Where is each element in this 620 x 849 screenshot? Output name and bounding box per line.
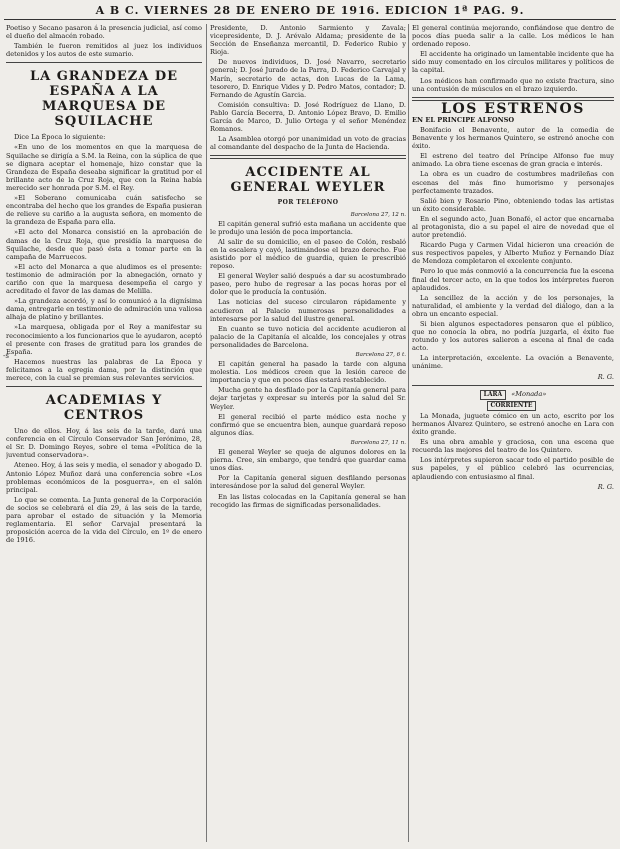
paragraph: El estreno del teatro del Príncipe Alfonso fue muy animado. La obra tiene escenas de gran gracia e interés. (412, 152, 614, 169)
column-divider-1 (206, 24, 207, 842)
paragraph: El general recibió el parte médico esta noche y confirmó que se encuentra bien, aunque guardará reposo algunos días. (210, 412, 406, 437)
paragraph: El general Weyler salió después a dar su acostumbrado paseo, pero hubo de regresar a las pocas horas por el dolor que le producía la contusión. (210, 272, 406, 297)
signature: R. G. (597, 372, 614, 381)
paragraph: Pero lo que más conmovió a la concurrencia fue la escena final del tercer acto, en la que todos los intérpretes fueron aplaudidos. (412, 267, 614, 292)
paragraph: El general continúa mejorando, confiándose que dentro de pocos días pueda salir a la calle. Los médicos le han ordenado reposo. (412, 24, 614, 49)
divider (6, 62, 202, 63)
paragraph: En cuanto se tuvo noticia del accidente acudieron al palacio de la Capitanía el alcalde, los concejales y otras personalidades de Barcelona. (210, 324, 406, 349)
paragraph: Por la Capitanía general siguen desfilando personas interesándose por la salud del general Weyler. (210, 474, 406, 491)
margin-mark: -s (3, 352, 9, 360)
paragraph: Comisión consultiva: D. José Rodríguez de Llano, D. Pablo García Becerra, D. Antonio López Bravo, D. Emilio García de Marco, D. Julio Ortega y el señor Menéndez Romanos. (210, 100, 406, 134)
divider (210, 155, 406, 159)
theater-name: EN EL PRINCIPE ALFONSO (412, 115, 515, 124)
column-3 (412, 24, 614, 842)
paragraph: La Asamblea otorgó por unanimidad un voto de gracias al comandante del despacho de la Junta de Hacienda. (210, 135, 406, 152)
divider (412, 385, 614, 386)
masthead-rule (4, 19, 616, 20)
column-divider-2 (408, 24, 409, 842)
dateline: Barcelona 27, 6 t. (355, 352, 406, 358)
section-label-row-2 (412, 401, 614, 411)
paragraph: Al salir de su domicilio, en el paseo de Colón, resbaló en la escalera y cayó, lastimándose el brazo derecho. Fue asistido por el médico de guardia, quien le prescribió reposo. (210, 237, 406, 271)
paragraph: Uno de ellos. Hoy, á las seis de la tarde, dará una conferencia en el Círculo Conservador San Jerónimo, 28, el Sr. D. Domingo Reyes, sobre el tema «Política de la juventud conservadora». (6, 427, 202, 460)
paragraph: El capitán general sufrió esta mañana un accidente que le produjo una lesión de poca importancia. (210, 219, 406, 236)
paragraph: Los intérpretes supieron sacar todo el partido posible de sus papeles, y el público celebró las ocurrencias, aplaudiendo con entusiasmo al final. (412, 456, 614, 481)
column-2 (210, 24, 406, 842)
paragraph: El general Weyler se queja de algunos dolores en la pierna. Cree, sin embargo, que tendrá que guardar cama unos días. (210, 448, 406, 473)
dateline: Barcelona 27, 12 n. (350, 211, 406, 218)
paragraph: Si bien algunos espectadores pensaron que el público, que no conocía la obra, no podría juzgarla, el éxito fue rotundo y los autores salieron a escena al final de cada acto. (412, 320, 614, 353)
paragraph: La obra es un cuadro de costumbres madrileñas con escenas del más fino humorismo y personajes perfectamente trazados. (412, 170, 614, 195)
paragraph: El accidente ha originado un lamentable incidente que ha sido muy comentado en los círculos militares y políticos de la capital. (412, 50, 614, 75)
paragraph: Lo que se comenta. La Junta general de la Corporación de socios se celebrará el día 29, á las seis de la tarde, para aprobar el estado de situación y la Memoria reglamentaria. El señor Carvajal presentará la proposición acerca de la vida del Círculo, en 1º de enero de 1916. (6, 495, 202, 545)
paragraph: El capitán general ha pasado la tarde con alguna molestia. Los médicos creen que la lesión carece de importancia y que en pocos días estará restablecido. (210, 360, 406, 385)
paragraph: »La grandeza acordó, y así lo comunicó a la dignísima dama, entregarle en testimonio de admiración una valiosa alhaja de platino y brillantes. (6, 297, 202, 322)
paragraph: Hacemos nuestras las palabras de La Época y felicitamos a la egregia dama, por la distinción que merece, con la cual se premian sus relevantes servicios. (6, 357, 202, 382)
paragraph: «En uno de los momentos en que la marquesa de Squilache se dirigía a S.M. la Reina, con la súplica de que se dignara aceptar el homenaje, hizo constar que la Grandeza de España deseaba significar la gratitud por el brillante acto de la Cruz Roja, que con la Reina había merecido ser honrada por S.M. el Rey. (6, 143, 202, 192)
headline-estrenos: LOS ESTRENOS (441, 100, 585, 117)
headline-academias: ACADEMIAS Y CENTROS (45, 393, 163, 424)
paragraph: Ricardo Puga y Carmen Vidal hicieron una creación de sus respectivos papeles, y Alberto Muñoz y Fernando Díaz de Mendoza completaron el excelente conjunto. (412, 241, 614, 266)
paragraph: Las noticias del suceso circularon rápidamente y acudieron al Palacio numerosas personalidades a interesarse por la salud del ilustre general. (210, 298, 406, 323)
headline-accidente: ACCIDENTE AL GENERAL WEYLER (230, 165, 386, 196)
paragraph: Bonifacio el Benavente, autor de la comedia de Benavente y los hermanos Quintero, se estrenó anoche con éxito. (412, 125, 614, 151)
paragraph: Es una obra amable y graciosa, con una escena que recuerda las mejores del teatro de los Quintero. (412, 438, 614, 455)
paragraph: Salió bien y Rosario Pino, obteniendo todas las artistas un éxito considerable. (412, 196, 614, 213)
headline-grandeza: LA GRANDEZA DE ESPAÑA A LA MARQUESA DE SQUILACHE (29, 69, 179, 130)
paragraph: »El acto del Monarca a que aludimos es el presente: testimonio de admiración por la abnegación, ornato y cariño con que la marquesa desempeña el cargo y acreditado el favor de las damas de Melilla. (6, 262, 202, 296)
subheadline: POR TELÉFONO (277, 199, 339, 207)
paragraph: La Monada, juguete cómico en un acto, escrito por los hermanos Álvarez Quintero, se estrenó anoche en Lara con éxito grande. (412, 411, 614, 437)
paragraph: Presidente, D. Antonio Sarmiento y Zavala; vicepresidente, D. J. Arévalo Aldama; presidente de la Sección de Enseñanza mercantil, D. Federico Rubio y Rioja. (210, 24, 406, 57)
paragraph: »La marquesa, obligada por el Rey a manifestar su reconocimiento a los funcionarios que le ayudaron, aceptó el presente con frases de gratitud para los grandes de España. (6, 323, 202, 356)
paragraph: Mucha gente ha desfilado por la Capitanía general para dejar tarjetas y expresar su interés por la salud del Sr. Weyler. (210, 386, 406, 411)
divider (6, 386, 202, 387)
dateline: Barcelona 27, 11 n. (350, 439, 406, 446)
signature: R. G. (597, 482, 614, 491)
masthead: A B C. VIERNES 28 DE ENERO DE 1916. EDICION 1ª PAG. 9. (95, 4, 525, 17)
paragraph: Ateneo. Hoy, á las seis y media, el senador y abogado D. Antonio López Muñoz dará una conferencia sobre «Los problemas económicos de la posguerra», en el salón principal. (6, 461, 202, 494)
paragraph: »El acto del Monarca consistió en la aprobación de damas de la Cruz Roja, que presidía la marquesa de Squilache, desde que pasó ésta a tomar parte en la campaña de Marruecos. (6, 228, 202, 261)
paragraph: En el segundo acto, Juan Bonafé, el actor que encarnaba al protagonista, dio a su papel el aire de novedad que el autor pretendió. (412, 214, 614, 240)
section-label-corriente: CORRIENTE (487, 401, 537, 411)
section-label-lara: LARA (480, 390, 507, 400)
paragraph: La sencillez de la acción y de los personajes, la naturalidad, el ambiente y la verdad del diálogo, dan a la obra un encanto especial. (412, 293, 614, 318)
paragraph: Poetiso y Secano pasaron á la presencia judicial, así como el dueño del almacén robado. (6, 24, 202, 41)
paragraph: »El Soberano comunicaba cuán satisfecho se encontraba del hecho que los grandes de España pusieran de relieve su cariño a la augusta señora, en momento de la grandeza de España para ella. (6, 194, 202, 227)
column-1 (6, 24, 202, 842)
paragraph: En las listas colocadas en la Capitanía general se han recogido las firmas de significadas personalidades. (210, 492, 406, 509)
paragraph: También le fueron remitidos al juez los individuos detenidos y los autos de este sumario. (6, 42, 202, 59)
paragraph: Los médicos han confirmado que no existe fractura, sino una contusión de músculos en el brazo izquierdo. (412, 76, 614, 93)
theater-label (412, 116, 614, 124)
paragraph: La interpretación, excelente. La ovación a Benavente, unánime. (412, 354, 614, 371)
section-label-row (412, 390, 614, 400)
paragraph: Dice La Época lo siguiente: (14, 133, 106, 142)
play-title: «Monada» (511, 389, 547, 398)
paragraph: De nuevos individuos, D. José Navarro, secretario general; D. José Jurado de la Parra, D. Federico Carvajal y Marín, secretario de actas, don Lucas de la Lama, tesorero, D. Enrique Vides y D. Pedro Matos, contador; D. Fernando de Agustín Garcia. (210, 58, 406, 99)
